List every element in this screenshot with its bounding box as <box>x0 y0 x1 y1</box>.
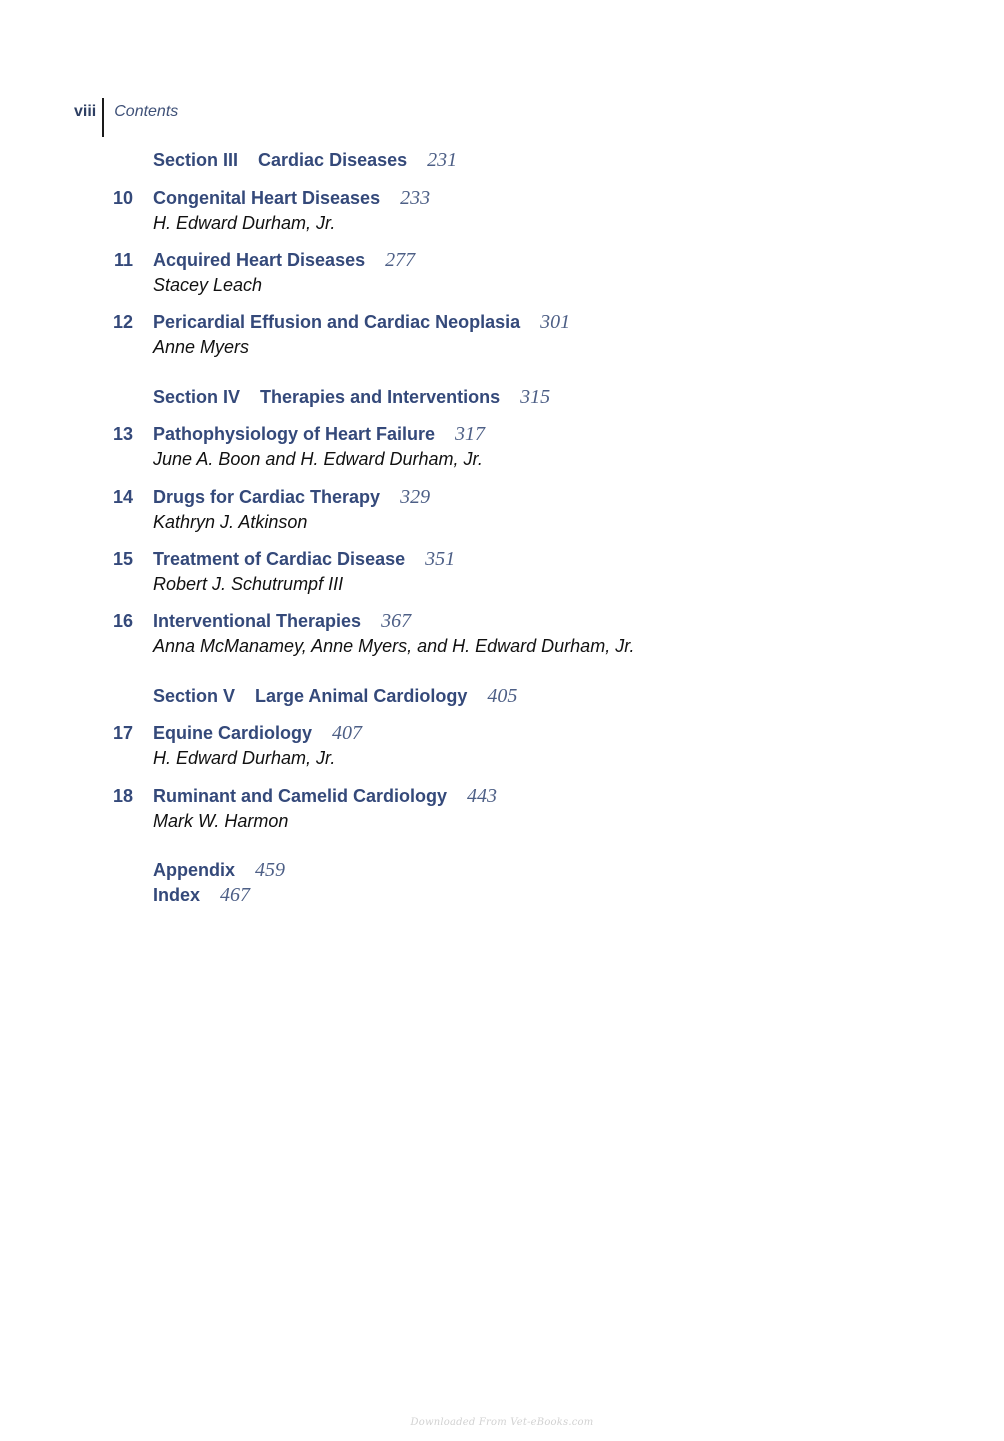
page-ref: 459 <box>255 859 286 881</box>
section-label: Section III <box>153 150 239 170</box>
running-head <box>74 98 178 138</box>
page-ref: 367 <box>381 610 412 632</box>
chapter-author: Stacey Leach <box>153 275 263 295</box>
chapter-title: Pericardial Effusion and Cardiac Neoplasia <box>153 312 521 332</box>
chapter-number: 14 <box>112 487 133 507</box>
chapter-title: Pathophysiology of Heart Failure <box>153 424 436 444</box>
chapter-number: 11 <box>113 250 133 270</box>
chapter-title: Congenital Heart Diseases <box>153 188 381 208</box>
chapter-author: Robert J. Schutrumpf III <box>153 574 344 594</box>
chapter-author: June A. Boon and H. Edward Durham, Jr. <box>153 449 483 469</box>
chapter-author: H. Edward Durham, Jr. <box>153 213 336 233</box>
page-ref: 233 <box>400 187 431 209</box>
chapter-number: 17 <box>112 723 133 743</box>
chapter-number: 12 <box>112 312 133 332</box>
chapter-title: Treatment of Cardiac Disease <box>153 549 406 569</box>
running-head-title: Contents <box>114 103 179 120</box>
chapter-number: 15 <box>112 549 133 569</box>
section-title: Large Animal Cardiology <box>255 686 468 706</box>
chapter-number: 18 <box>112 786 133 806</box>
chapter-title: Acquired Heart Diseases <box>153 250 366 270</box>
chapter-author: Anne Myers <box>153 337 250 357</box>
page-ref: 467 <box>220 884 251 906</box>
chapter-title: Drugs for Cardiac Therapy <box>153 487 381 507</box>
chapter-title: Ruminant and Camelid Cardiology <box>153 786 448 806</box>
section-label: Section V <box>153 686 236 706</box>
page-ref: 443 <box>467 785 498 807</box>
chapter-author: H. Edward Durham, Jr. <box>153 748 336 768</box>
section-title: Cardiac Diseases <box>258 150 408 170</box>
chapter-title: Equine Cardiology <box>153 723 313 743</box>
page-ref: 277 <box>385 249 416 271</box>
page-ref: 315 <box>520 386 551 408</box>
page-ref: 329 <box>400 486 431 508</box>
chapter-title: Interventional Therapies <box>153 611 362 631</box>
appendix-title: Appendix <box>153 860 236 880</box>
watermark-footer: Downloaded From Vet-eBooks.com <box>410 1417 594 1428</box>
chapter-author: Anna McManamey, Anne Myers, and H. Edward Durham, Jr. <box>153 636 635 656</box>
page-ref: 317 <box>455 423 486 445</box>
chapter-number: 10 <box>112 188 133 208</box>
chapter-author: Mark W. Harmon <box>153 811 289 831</box>
page-ref: 405 <box>487 685 518 707</box>
chapter-author: Kathryn J. Atkinson <box>153 512 308 532</box>
page-number: viii <box>74 103 97 120</box>
page-ref: 407 <box>332 722 363 744</box>
page-ref: 351 <box>425 548 456 570</box>
chapter-number: 13 <box>112 424 133 444</box>
section-title: Therapies and Interventions <box>260 387 501 407</box>
section-label: Section IV <box>153 387 241 407</box>
index-title: Index <box>153 885 201 905</box>
page-ref: 301 <box>540 311 571 333</box>
page-ref: 231 <box>427 149 458 171</box>
chapter-number: 16 <box>112 611 133 631</box>
